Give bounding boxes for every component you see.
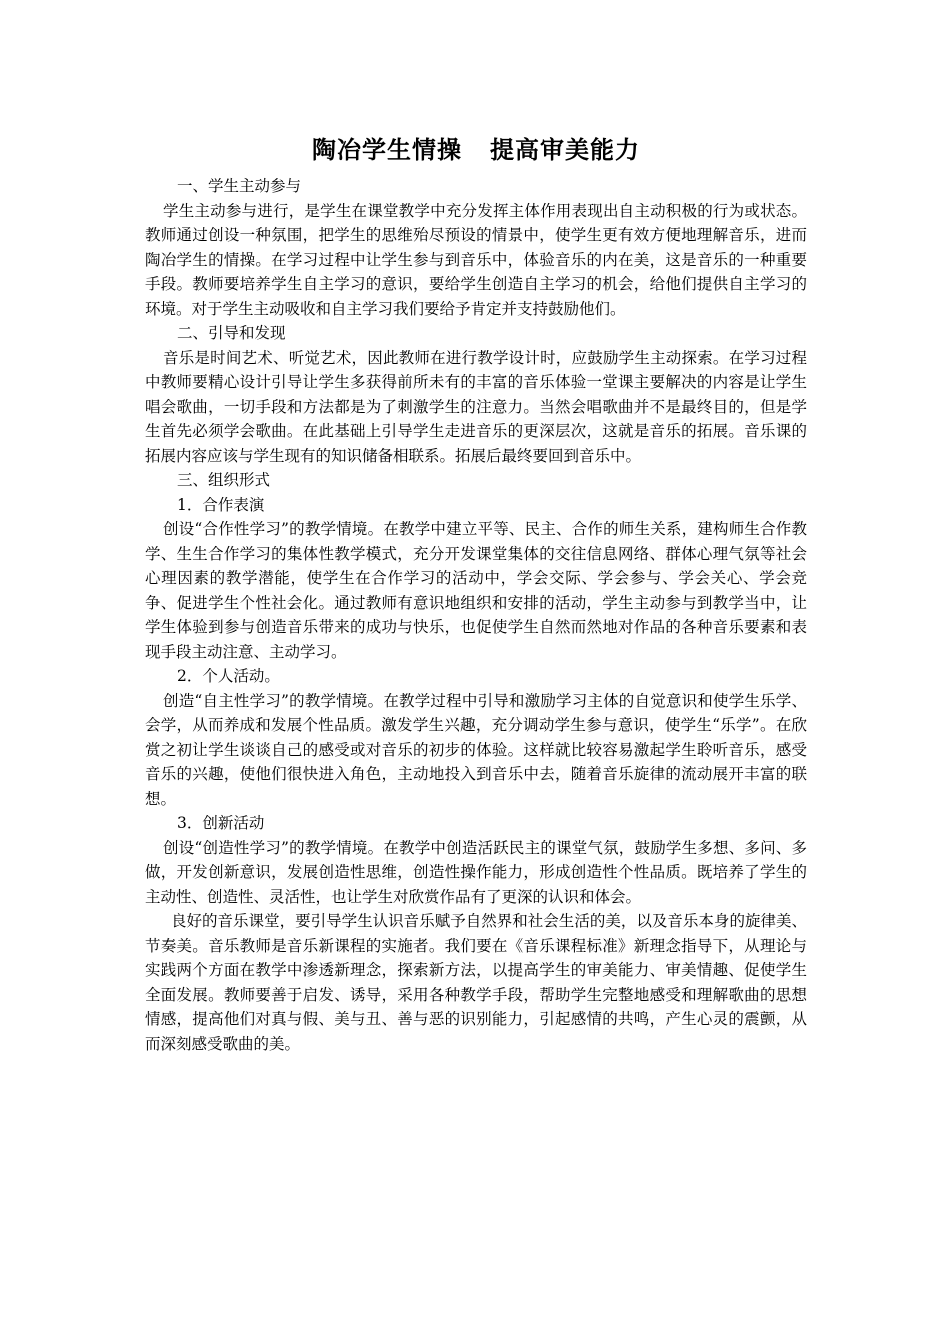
section-heading-1: 一、学生主动参与 xyxy=(177,177,302,195)
section-heading-2: 二、引导和发现 xyxy=(177,324,286,342)
section-heading-3: 三、组织形式 xyxy=(177,471,271,489)
title-part-1: 陶冶学生情操 xyxy=(312,136,462,164)
subsection-heading-3: 3．创新活动 xyxy=(177,814,265,832)
title-part-2: 提高审美能力 xyxy=(490,136,640,164)
subsection-heading-1: 1．合作表演 xyxy=(177,495,265,514)
section-paragraph-1: 学生主动参与进行，是学生在课堂教学中充分发挥主体作用表现出自主动积极的行为或状态。教师通过创设一种氛围，把学生的思维殆尽预设的情景中，使学生更有效方便地理解音乐，进而陶冶学生的情操。在学习过程中让学生参与到音乐中，体验音乐的内在美，这是音乐的一种重要手段。教师要培养学生自主学习的意识，要给学生创造自主学习的机会，给他们提供自主学习的环境。对于学生主动吸收和自主学习我们要给予肯定并支持鼓励他们。 xyxy=(145,201,807,318)
subsection-paragraph-1: 创设“合作性学习”的教学情境。在教学中建立平等、民主、合作的师生关系，建构师生合作教学、生生合作学习的集体性教学模式，充分开发课堂集体的交往信息网络、群体心理气氛等社会心理因素的教学潜能，使学生在合作学习的活动中，学会交际、学会参与、学会关心、学会竞争、促进学生个性社会化。通过教师有意识地组织和安排的活动，学生主动参与到教学当中，让学生体验到参与创造音乐带来的成功与快乐，也促使学生自然而然地对作品的各种音乐要素和表现手段主动注意、主动学习。 xyxy=(145,520,807,661)
document-page xyxy=(145,130,807,1056)
subsection-paragraph-3: 创设“创造性学习”的教学情境。在教学中创造活跃民主的课堂气氛，鼓励学生多想、多问、多做，开发创新意识，发展创造性思维，创造性操作能力，形成创造性个性品质。既培养了学生的主动性、创造性、灵活性，也让学生对欣赏作品有了更深的认识和体会。 xyxy=(145,838,807,906)
closing-paragraph: 良好的音乐课堂，要引导学生认识音乐赋予自然界和社会生活的美，以及音乐本身的旋律美、节奏美。音乐教师是音乐新课程的实施者。我们要在《音乐课程标准》新理念指导下，从理论与实践两个方面在教学中渗透新理念，探索新方法，以提高学生的审美能力、审美情趣、促使学生全面发展。教师要善于启发、诱导，采用各种教学手段，帮助学生完整地感受和理解歌曲的思想情感，提高他们对真与假、美与丑、善与恶的识别能力，引起感情的共鸣，产生心灵的震颤，从而深刻感受歌曲的美。 xyxy=(145,912,807,1053)
subsection-heading-2: 2．个人活动。 xyxy=(177,667,280,685)
subsection-paragraph-2: 创造“自主性学习”的教学情境。在教学过程中引导和激励学习主体的自觉意识和使学生乐学、会学，从而养成和发展个性品质。激发学生兴趣，充分调动学生参与意识，使学生“乐学”。在欣赏之初让学生谈谈自己的感受或对音乐的初步的体验。这样就比较容易激起学生聆听音乐，感受音乐的兴趣，使他们很快进入角色，主动地投入到音乐中去，随着音乐旋律的流动展开丰富的联想。 xyxy=(145,691,807,808)
document-title xyxy=(145,130,807,170)
section-paragraph-2: 音乐是时间艺术、听觉艺术，因此教师在进行教学设计时，应鼓励学生主动探索。在学习过程中教师要精心设计引导让学生多获得前所未有的丰富的音乐体验一堂课主要解决的内容是让学生唱会歌曲，一切手段和方法都是为了刺激学生的注意力。当然会唱歌曲并不是最终目的，但是学生首先必须学会歌曲。在此基础上引导学生走进音乐的更深层次，这就是音乐的拓展。音乐课的拓展内容应该与学生现有的知识储备相联系。拓展后最终要回到音乐中。 xyxy=(145,348,807,465)
